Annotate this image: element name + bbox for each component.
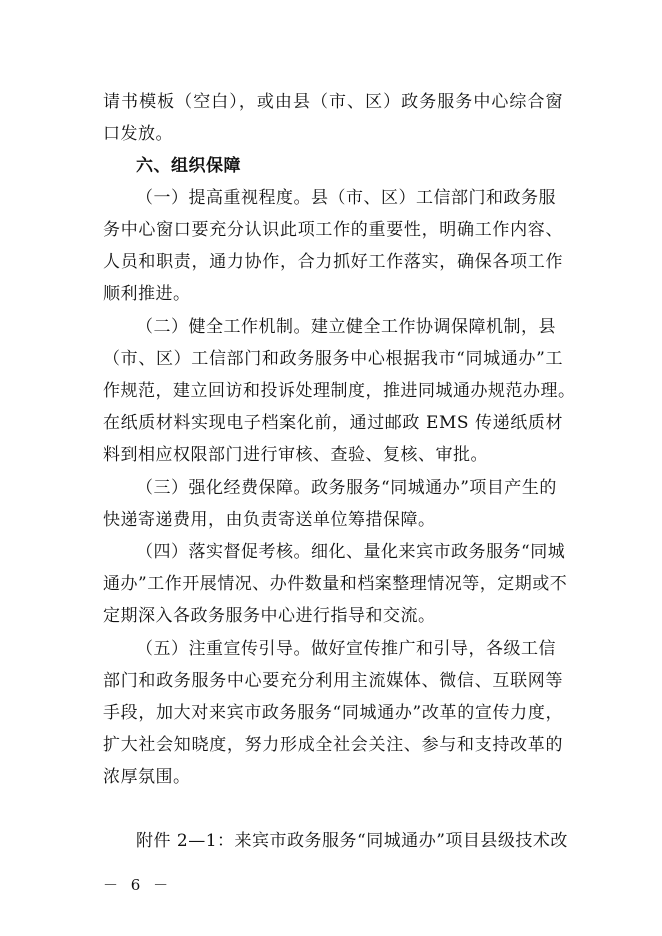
body-text-line: 口发放。	[103, 124, 173, 144]
body-text-line: 料到相应权限部门进行审核、查验、复核、审批。	[103, 445, 488, 465]
body-text-line: 浓厚氛围。	[103, 767, 191, 787]
body-text-line: 通办”工作开展情况、办件数量和档案整理情况等，定期或不	[103, 574, 568, 594]
paragraph-line: （二）健全工作机制。建立健全工作协调保障机制，县	[136, 317, 556, 337]
paragraph-line: （三）强化经费保障。政务服务“同城通办”项目产生的	[136, 478, 557, 498]
body-text-line: 人员和职责，通力协作，合力抓好工作落实，确保各项工作	[103, 252, 563, 272]
body-text-line: （市、区）工信部门和政务服务中心根据我市“同城通办”工	[103, 349, 563, 369]
section-heading: 六、组织保障	[136, 156, 241, 176]
page-number: － 6 －	[103, 876, 173, 894]
body-text-line: 扩大社会知晓度，努力形成全社会关注、参与和支持改革的	[103, 735, 563, 755]
body-text-line: 作规范，建立回访和投诉处理制度，推进同城通办规范办理。	[103, 381, 576, 401]
body-text-line: 务中心窗口要充分认识此项工作的重要性，明确工作内容、	[103, 220, 563, 240]
body-text-line: 请书模板（空白），或由县（市、区）政务服务中心综合窗	[103, 92, 563, 112]
body-text-line: 在纸质材料实现电子档案化前，通过邮政 EMS 传递纸质材	[103, 413, 563, 433]
body-text-line: 部门和政务服务中心要充分利用主流媒体、微信、互联网等	[103, 671, 563, 691]
body-text-line: 定期深入各政务服务中心进行指导和交流。	[103, 606, 436, 626]
attachment-line: 附件 2—1：来宾市政务服务“同城通办”项目县级技术改	[136, 831, 568, 851]
paragraph-line: （四）落实督促考核。细化、量化来宾市政务服务“同城	[136, 542, 566, 562]
body-text-line: 手段，加大对来宾市政务服务“同城通办”改革的宣传力度，	[103, 703, 563, 723]
body-text-line: 顺利推进。	[103, 284, 191, 304]
paragraph-line: （一）提高重视程度。县（市、区）工信部门和政务服	[136, 188, 556, 208]
body-text-line: 快递寄递费用，由负责寄送单位筹措保障。	[103, 510, 436, 530]
paragraph-line: （五）注重宣传引导。做好宣传推广和引导，各级工信	[136, 639, 556, 659]
